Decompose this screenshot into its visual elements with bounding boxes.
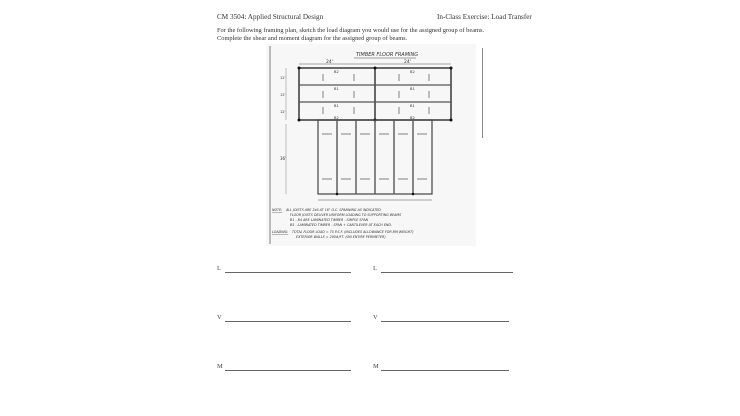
framing-plan-svg — [266, 44, 476, 246]
blank-line-l-right[interactable] — [381, 272, 513, 273]
svg-text:TOTAL FLOOR LOAD = 75 P.S.F. (: TOTAL FLOOR LOAD = 75 P.S.F. (INCLUDES ALLOWANCE FOR BM WEIGHT) — [292, 230, 414, 234]
svg-text:ALL JOISTS ARE 2x6 AT 16" O.C.: ALL JOISTS ARE 2x6 AT 16" O.C. SPANNING AS INDICATED — [286, 208, 381, 212]
svg-text:36': 36' — [280, 156, 287, 161]
svg-text:12': 12' — [280, 110, 286, 114]
svg-text:B2: B2 — [410, 70, 415, 74]
blank-label: L — [373, 265, 377, 272]
blank-line-m-right[interactable] — [381, 370, 509, 371]
svg-text:B2: B2 — [410, 116, 415, 120]
blank-line-l-left[interactable] — [225, 272, 351, 273]
blank-line-m-left[interactable] — [225, 370, 351, 371]
svg-text:B1: B1 — [334, 104, 339, 108]
blank-label: M — [217, 363, 223, 370]
svg-text:B2: B2 — [334, 70, 339, 74]
exercise-title: In-Class Exercise: Load Transfer — [437, 13, 532, 21]
svg-text:EXTERIOR WALLS = 200#/FT. (ON: EXTERIOR WALLS = 200#/FT. (ON ENTIRE PERIMETER) — [296, 235, 386, 239]
blank-label: V — [373, 314, 378, 321]
svg-text:B1: B1 — [410, 104, 415, 108]
svg-text:B1 - B4 ARE LAMINATED TIMBER -: B1 - B4 ARE LAMINATED TIMBER - SIMPLE SPAN — [290, 218, 369, 222]
svg-text:24': 24' — [326, 60, 333, 65]
loading-label: LOADING: — [272, 230, 289, 234]
framing-plan-drawing — [266, 44, 476, 246]
blank-line-v-left[interactable] — [225, 321, 351, 322]
svg-text:B1: B1 — [410, 87, 415, 91]
blank-line-v-right[interactable] — [381, 321, 509, 322]
svg-text:B2: B2 — [334, 116, 339, 120]
svg-text:FLOOR JOISTS DELIVER UNIFORM L: FLOOR JOISTS DELIVER UNIFORM LOADING TO SUPPORTING BEAMS — [290, 213, 402, 217]
instruction-line-1: For the following framing plan, sketch the load diagram you would use for the assigned group of beams. — [217, 27, 485, 34]
blank-label: L — [217, 265, 221, 272]
svg-text:24': 24' — [404, 60, 411, 65]
svg-text:12': 12' — [280, 93, 286, 97]
drawing-right-rule — [482, 48, 483, 138]
instruction-line-2: Complete the shear and moment diagram for the assigned group of beams. — [217, 35, 408, 42]
course-title: CM 3504: Applied Structural Design — [217, 13, 324, 21]
drawing-title: TIMBER FLOOR FRAMING — [356, 52, 419, 58]
note-label: NOTE: — [272, 208, 283, 212]
svg-text:12': 12' — [280, 76, 286, 80]
blank-label: M — [373, 363, 379, 370]
blank-label: V — [217, 314, 222, 321]
svg-text:B1: B1 — [334, 87, 339, 91]
svg-text:B5 - LAMINATED TIMBER - SPAN +: B5 - LAMINATED TIMBER - SPAN + CANTILEVER AT EACH END. — [290, 223, 392, 227]
